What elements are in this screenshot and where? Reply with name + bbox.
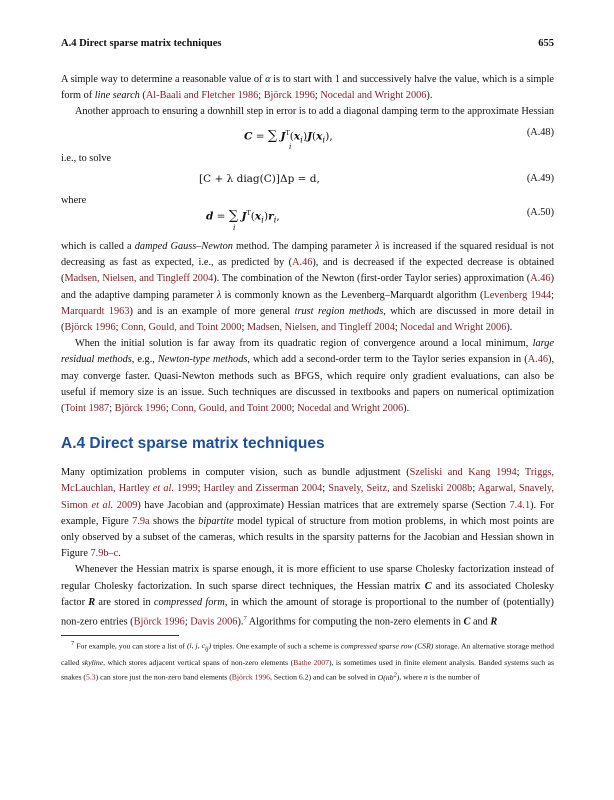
equation-ref-link[interactable]: A.46 <box>527 354 549 366</box>
citation-link[interactable]: Nocedal and Wright 2006 <box>320 90 427 102</box>
paragraph-sparse-problems: Many optimization problems in computer vision, such as bundle adjustment (Szeliski and Kang 1994; Triggs, McLauchlan, Hartley et al. 1999; Hartley and Zisserman 2004; Snavely, Seitz, and Szeliski 2008b; Agarwal, Snavely, Simon et al. 2009) have Jacobian and (approximate) Hessian matrices that are extremely sparse (Section 7.4.1). For example, Figure 7.9a shows the bipartite model typical of structure from motion problems, in which most points are only observed by a subset of the cameras, which results in the sparsity patterns for the Jacobian and Hessian shown in Figure 7.9b–c. <box>61 467 555 560</box>
citation-link[interactable]: Madsen, Nielsen, and Tingleff 2004 <box>64 273 214 285</box>
page-number: 655 <box>538 38 554 49</box>
citation-link[interactable]: Marquardt 1963 <box>61 305 130 317</box>
citation-link[interactable]: Snavely, Seitz, and Szeliski 2008b <box>328 483 473 495</box>
figure-ref-link[interactable]: 7.9b–c <box>90 548 119 560</box>
citation-link[interactable]: Agarwal, Snavely, Simon et al. 2009 <box>61 483 554 511</box>
citation-link[interactable]: Nocedal and Wright 2006 <box>297 403 404 415</box>
section-heading: A.4 Direct sparse matrix techniques <box>61 435 325 453</box>
citation-link[interactable]: Björck 1996 <box>114 403 166 415</box>
paragraph-levenberg-marquardt: which is called a damped Gauss–Newton method. The damping parameter λ is increased if the squared residual is not decreasing as fast as expected, i.e., as predicted by (A.46), and is decreased if the expected decrease is obtained (Madsen, Nielsen, and Tingleff 2004). The combination of the Newton (first-order Taylor series) approximation (A.46) and the adaptive damping parameter λ is commonly known as the Levenberg–Marquardt algorithm (Levenberg 1944; Marquardt 1963) and is an example of more general trust region methods, which are discussed in more detail in (Björck 1996; Conn, Gould, and Toint 2000; Madsen, Nielsen, and Tingleff 2004; Nocedal and Wright 2006). <box>61 241 555 334</box>
citation-link[interactable]: Conn, Gould, and Toint 2000 <box>171 403 292 415</box>
page-body <box>61 72 554 684</box>
citation-link[interactable]: Björck 1996 <box>231 672 271 682</box>
paragraph-large-residual: When the initial solution is far away from its quadratic region of convergence around a local minimum, large residual methods, e.g., Newton-type methods, which add a second-order term to the Taylor series expansion in (A.46), may converge faster. Quasi-Newton methods such as BFGS, which require only gradient evaluations, can also be useful if memory size is an issue. Such techniques are discussed in textbooks and papers on numerical optimization (Toint 1987; Björck 1996; Conn, Gould, and Toint 2000; Nocedal and Wright 2006). <box>61 338 555 415</box>
paragraph-damping: Another approach to ensuring a downhill step in error is to add a diagonal damping term to the approximate Hessian <box>75 106 554 118</box>
citation-link[interactable]: Bathe 2007 <box>293 657 329 667</box>
citation-link[interactable]: Björck 1996 <box>64 322 116 334</box>
text-where: where <box>61 194 87 206</box>
equation-a50: d = ∑ $J^T(x_i)r_i$, i (A.50) <box>206 207 554 233</box>
citation-link[interactable]: Triggs, McLauchlan, Hartley et al. 1999 <box>61 467 555 495</box>
equation-a49: [C + λ diag(C)]Δp = d, (A.49) <box>61 169 554 189</box>
citation-link[interactable]: Al-Baali and Fletcher 1986 <box>145 90 259 102</box>
footnote-divider <box>61 635 179 636</box>
citation-link[interactable]: Szeliski and Kang 1994 <box>409 467 517 479</box>
citation-link[interactable]: Björck 1996 <box>263 90 315 102</box>
equation-number: (A.50) <box>526 207 554 219</box>
citation-link[interactable]: Davis 2006 <box>190 616 238 628</box>
citation-link[interactable]: Madsen, Nielsen, and Tingleff 2004 <box>246 322 395 334</box>
equation-a48: C = ∑ $J^T(x_i)J(x_i)$, i (A.48) <box>244 126 554 151</box>
footnote: $^7$ For example, you can store a list of (i, j, $c_{ij}$) triples. One example of such a scheme is compressed sparse row (CSR) storage. An alternative storage method called skyline, which stores adjacent vertical spans of non-zero elements (Bathe 2007), is sometimes used in finite element analysis. Banded systems such as snakes (5.3) can store just the non-zero band elements (Björck 1996, Section 6.2) and can be solved in $O(nb^2)$, where n is the number of <box>61 639 554 682</box>
citation-link[interactable]: Björck 1996 <box>133 616 185 628</box>
figure-ref-link[interactable]: 7.9a <box>132 515 150 527</box>
equation-number: (A.49) <box>526 172 554 184</box>
citation-link[interactable]: Nocedal and Wright 2006 <box>400 322 507 334</box>
running-head-section: A.4 Direct sparse matrix techniques <box>61 38 222 49</box>
section-ref-link[interactable]: 7.4.1 <box>509 499 531 511</box>
footnote-ref-link[interactable]: 7 <box>243 615 247 623</box>
paragraph-line-search: A simple way to determine a reasonable value of α is to start with 1 and successively halve the value, which is a simple form of line search (Al-Baali and Fletcher 1986; Björck 1996; Nocedal and Wright 2006). <box>61 74 555 102</box>
paragraph-sparse-cholesky: Whenever the Hessian matrix is sparse enough, it is more efficient to use sparse Cholesky factorization instead of regular Cholesky factorization. In such sparse direct techniques, the Hessian matrix C and its associated Cholesky factor R are stored in compressed form, in which the amount of storage is proportional to the number of (potentially) non-zero entries (Björck 1996; Davis 2006).$^7$ Algorithms for computing the non-zero elements in C and R <box>61 564 555 628</box>
citation-link[interactable]: Hartley and Zisserman 2004 <box>203 483 323 495</box>
citation-link[interactable]: Levenberg 1944 <box>483 289 552 301</box>
equation-ref-link[interactable]: A.46 <box>530 273 551 285</box>
text-ie-to-solve: i.e., to solve <box>61 152 112 164</box>
equation-ref-link[interactable]: A.46 <box>292 257 313 269</box>
citation-link[interactable]: Conn, Gould, and Toint 2000 <box>121 322 242 334</box>
section-ref-link[interactable]: 5.3 <box>85 672 96 682</box>
running-head <box>61 38 554 49</box>
citation-link[interactable]: Toint 1987 <box>64 403 110 415</box>
equation-number: (A.48) <box>526 126 554 138</box>
